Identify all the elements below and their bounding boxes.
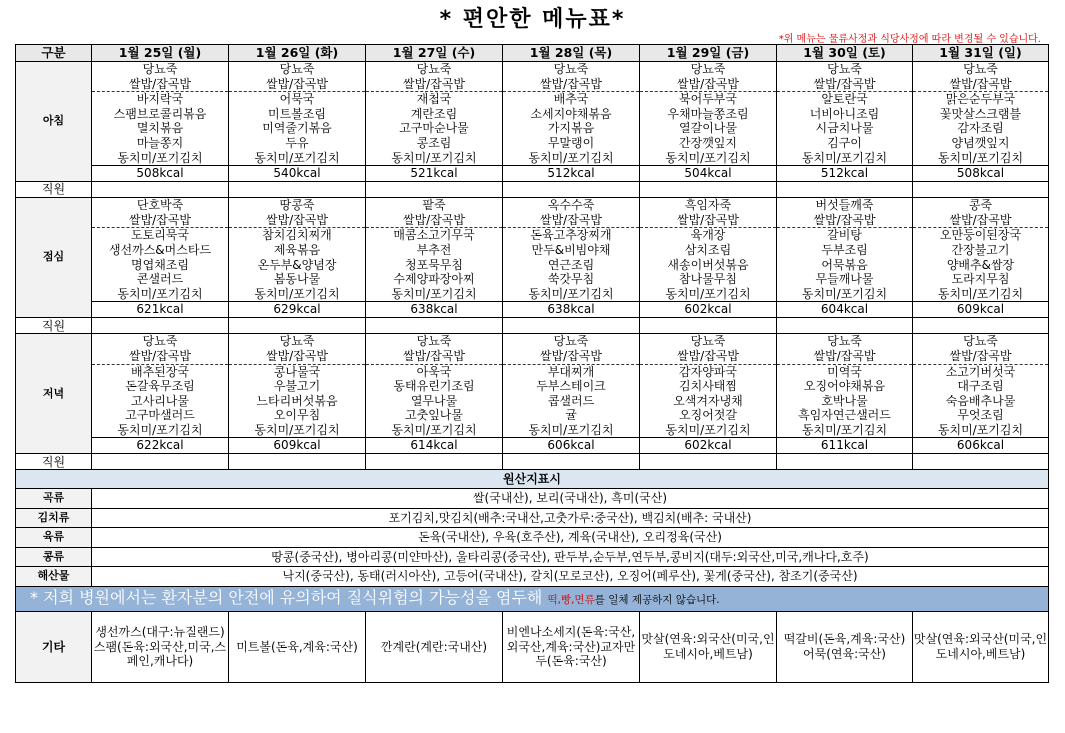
- rice-item: 쌀밥/잡곡밥: [913, 213, 1048, 229]
- porridge-item: 당뇨죽: [416, 62, 452, 76]
- origin-row: [16, 528, 1049, 548]
- dish-item: 미역국: [827, 364, 862, 379]
- origin-row: [16, 508, 1049, 528]
- rice-item: 쌀밥/잡곡밥: [913, 77, 1048, 93]
- rice-item: 쌀밥/잡곡밥: [640, 77, 776, 93]
- dish-item: 두부스테이크: [536, 379, 606, 394]
- porridge-item: 당뇨죽: [142, 62, 178, 76]
- dish-item: 동치미/포기김치: [254, 286, 340, 301]
- staff-cell: [229, 454, 366, 470]
- dish-item: 동치미/포기김치: [254, 150, 340, 165]
- rice-item: 쌀밥/잡곡밥: [503, 77, 639, 93]
- porridge-item: 당뇨죽: [963, 334, 998, 349]
- dish-item: 봄동나물: [273, 272, 321, 287]
- origin-label: 곡류: [16, 489, 92, 509]
- kcal-value: 606kcal: [503, 437, 639, 453]
- rice-item: 쌀밥/잡곡밥: [229, 77, 365, 93]
- dish-item: 참나물무침: [679, 272, 737, 287]
- origin-label: 육류: [16, 528, 92, 548]
- staff-cell: [913, 454, 1049, 470]
- dish-item: 느타리버섯볶음: [256, 393, 338, 408]
- origin-text: 돈육(국내산), 우육(호주산), 계육(국내산), 오리정육(국산): [92, 528, 1049, 548]
- menu-cell: [640, 62, 777, 182]
- dish-item: 동치미/포기김치: [937, 286, 1024, 301]
- dish-item: 콘샐러드: [136, 272, 184, 287]
- dish-item: 동치미/포기김치: [665, 286, 751, 301]
- origin-text: 포기김치,맛김치(배추:국내산,고춧가루:중국산), 백김치(배추: 국내산): [92, 508, 1049, 528]
- dish-item: 배추된장국: [131, 364, 189, 379]
- dish-item: 배추국: [553, 92, 589, 107]
- dish-item: 두유: [285, 135, 309, 150]
- rice-item: 쌀밥/잡곡밥: [777, 77, 912, 93]
- rice-item: 쌀밥/잡곡밥: [229, 349, 365, 365]
- header-day: 1월 26일 (화): [229, 45, 366, 62]
- dish-item: 계란조림: [410, 106, 458, 121]
- dish-item: 무엇조림: [957, 408, 1004, 423]
- dish-item: 김구이: [827, 135, 862, 150]
- staff-cell: [777, 182, 913, 198]
- dish-item: 소고기버섯국: [945, 364, 1016, 379]
- dish-item: 부대찌개: [547, 364, 595, 379]
- rice-item: 쌀밥/잡곡밥: [366, 349, 502, 365]
- rice-item: 쌀밥/잡곡밥: [777, 213, 912, 229]
- banner-red-text: 떡,빵,면류: [547, 593, 595, 606]
- porridge-item: 당뇨죽: [553, 334, 589, 349]
- dish-item: 온두부&양념장: [257, 257, 337, 272]
- dish-item: 열갈이나물: [679, 121, 737, 136]
- dish-item: 양배추&쌈장: [946, 257, 1015, 272]
- meal-row-lunch: [16, 198, 1049, 318]
- dish-item: 알토란국: [821, 92, 868, 107]
- kcal-value: 622kcal: [92, 437, 228, 453]
- dish-item: 고구마순나물: [399, 121, 469, 136]
- kcal-value: 621kcal: [92, 301, 228, 317]
- menu-cell: [777, 334, 913, 454]
- dish-item: 오징어야채볶음: [803, 379, 886, 394]
- origin-text: 낙지(중국산), 동태(러시아산), 고등어(국내산), 갈치(모로코산), 오징어(페루산), 꽃게(중국산), 참조기(중국산): [92, 567, 1049, 587]
- kcal-value: 606kcal: [913, 437, 1048, 453]
- dish-item: 귤: [565, 408, 577, 423]
- kcal-value: 602kcal: [640, 437, 776, 453]
- menu-cell: [640, 334, 777, 454]
- dish-item: 동치미/포기김치: [801, 286, 888, 301]
- kcal-value: 540kcal: [229, 165, 365, 181]
- dish-item: 시금치나물: [815, 121, 874, 136]
- staff-row: [16, 182, 1049, 198]
- staff-cell: [503, 318, 640, 334]
- rice-item: 쌀밥/잡곡밥: [777, 349, 912, 365]
- porridge-item: 당뇨죽: [827, 62, 862, 76]
- staff-label: 직원: [16, 182, 92, 198]
- porridge-item: 당뇨죽: [279, 62, 315, 76]
- dish-item: 동치미/포기김치: [801, 422, 888, 437]
- dish-item: 청포묵무침: [405, 257, 463, 272]
- staff-cell: [366, 454, 503, 470]
- dish-item: 호박나물: [821, 393, 868, 408]
- menu-cell: [777, 198, 913, 318]
- kcal-value: 629kcal: [229, 301, 365, 317]
- staff-cell: [640, 454, 777, 470]
- rice-item: 쌀밥/잡곡밥: [92, 349, 228, 365]
- dish-item: 동치미/포기김치: [937, 150, 1024, 165]
- header-day: 1월 27일 (수): [366, 45, 503, 62]
- dish-item: 만두&비빔야채: [531, 242, 611, 257]
- dish-item: 동치미/포기김치: [117, 150, 203, 165]
- staff-cell: [913, 182, 1049, 198]
- dish-item: 재첩국: [416, 92, 452, 107]
- staff-row: [16, 454, 1049, 470]
- etc-cell: 생선까스(대구:뉴질랜드) 스팸(돈육:외국산,미국,스페인,캐나다): [92, 611, 229, 682]
- banner-main-text: * 저희 병원에서는 환자분의 안전에 유의하여 질식위험의 가능성을 염두해: [30, 587, 543, 607]
- staff-cell: [640, 318, 777, 334]
- staff-cell: [366, 318, 503, 334]
- rice-item: 쌀밥/잡곡밥: [640, 349, 776, 365]
- kcal-value: 611kcal: [777, 437, 912, 453]
- dish-item: 마늘쫑지: [136, 135, 184, 150]
- header-day: 1월 25일 (월): [92, 45, 229, 62]
- dish-item: 육개장: [690, 228, 726, 243]
- staff-cell: [92, 454, 229, 470]
- dish-item: 우불고기: [273, 379, 321, 394]
- dish-item: 삼치조림: [684, 242, 732, 257]
- kcal-value: 508kcal: [92, 165, 228, 181]
- dish-item: 동치미/포기김치: [937, 422, 1024, 437]
- dish-item: 대구조림: [957, 379, 1004, 394]
- rice-item: 쌀밥/잡곡밥: [640, 213, 776, 229]
- dish-item: 고춧잎나물: [405, 408, 463, 423]
- kcal-value: 521kcal: [366, 165, 502, 181]
- dish-item: 콩나물국: [273, 364, 321, 379]
- dish-item: 동치미/포기김치: [117, 286, 203, 301]
- origin-label: 해산물: [16, 567, 92, 587]
- menu-cell: [366, 198, 503, 318]
- rice-item: 쌀밥/잡곡밥: [229, 213, 365, 229]
- dish-item: 오만둥이된장국: [939, 228, 1022, 243]
- dish-item: 동치미/포기김치: [528, 286, 614, 301]
- header-day: 1월 30일 (토): [777, 45, 913, 62]
- porridge-item: 당뇨죽: [690, 62, 726, 76]
- meal-row-breakfast: [16, 62, 1049, 182]
- dish-item: 소세지야채볶음: [530, 106, 612, 121]
- etc-cell: 떡갈비(돈육,계육:국산) 어묵(연육:국산): [777, 611, 913, 682]
- dish-item: 북어두부국: [679, 92, 737, 107]
- dish-item: 간장불고기: [951, 242, 1010, 257]
- porridge-item: 땅콩죽: [279, 198, 315, 213]
- staff-cell: [503, 182, 640, 198]
- meal-label: 아침: [16, 62, 92, 182]
- etc-cell: 미트볼(돈육,계육:국산): [229, 611, 366, 682]
- dish-item: 돈갈육무조림: [125, 379, 195, 394]
- origin-row: [16, 567, 1049, 587]
- change-notice: *위 메뉴는 물류사정과 식당사정에 따라 변경될 수 있습니다.: [778, 34, 1041, 45]
- dish-item: 동치미/포기김치: [801, 150, 888, 165]
- kcal-value: 609kcal: [229, 437, 365, 453]
- rice-item: 쌀밥/잡곡밥: [503, 349, 639, 365]
- rice-item: 쌀밥/잡곡밥: [503, 213, 639, 229]
- dish-item: 동치미/포기김치: [528, 150, 614, 165]
- porridge-item: 당뇨죽: [690, 334, 726, 349]
- dish-item: 김치사태찜: [679, 379, 737, 394]
- menu-cell: [229, 62, 366, 182]
- dish-item: 스팸브로콜리볶음: [113, 106, 207, 121]
- kcal-value: 508kcal: [913, 165, 1048, 181]
- porridge-item: 당뇨죽: [827, 334, 862, 349]
- dish-item: 고사리나물: [131, 393, 189, 408]
- meal-label: 점심: [16, 198, 92, 318]
- porridge-item: 팥죽: [422, 198, 446, 213]
- porridge-item: 옥수수죽: [547, 198, 595, 213]
- dish-item: 고구마샐러드: [125, 408, 195, 423]
- menu-cell: [92, 334, 229, 454]
- dish-item: 오색겨자냉채: [673, 393, 743, 408]
- header-row: [16, 45, 1049, 62]
- dish-item: 명엽채조림: [131, 257, 189, 272]
- dish-item: 어묵볶음: [821, 257, 868, 272]
- dish-item: 동태유린기조림: [393, 379, 475, 394]
- dish-item: 너비아니조림: [809, 106, 880, 121]
- kcal-value: 602kcal: [640, 301, 776, 317]
- dish-item: 수제양파장아찌: [393, 272, 475, 287]
- dish-item: 미역줄기볶음: [262, 121, 332, 136]
- dish-item: 동치미/포기김치: [391, 150, 477, 165]
- rice-item: 쌀밥/잡곡밥: [92, 213, 228, 229]
- dish-item: 동치미/포기김치: [528, 422, 614, 437]
- dish-item: 꽃맛살스크램블: [939, 106, 1022, 121]
- etc-row: [16, 611, 1049, 682]
- porridge-item: 당뇨죽: [142, 334, 178, 349]
- origin-label: 김치류: [16, 508, 92, 528]
- menu-cell: [92, 62, 229, 182]
- porridge-item: 흑임자죽: [684, 198, 732, 213]
- dish-item: 무들깨나물: [815, 272, 874, 287]
- rice-item: 쌀밥/잡곡밥: [913, 349, 1048, 365]
- menu-cell: [229, 198, 366, 318]
- origin-text: 땅콩(중국산), 병아리콩(미얀마산), 울타리콩(중국산), 판두부,순두부,연두부,콩비지(대두:외국산,미국,캐나다,호주): [92, 547, 1049, 567]
- etc-cell: 맛살(연육:외국산(미국,인도네시아,베트남): [913, 611, 1049, 682]
- staff-cell: [366, 182, 503, 198]
- kcal-value: 512kcal: [777, 165, 912, 181]
- dish-item: 맑은순두부국: [945, 92, 1016, 107]
- porridge-item: 당뇨죽: [416, 334, 452, 349]
- menu-cell: [503, 62, 640, 182]
- header-day: 1월 31일 (일): [913, 45, 1049, 62]
- origin-row: [16, 547, 1049, 567]
- porridge-item: 버섯들깨죽: [815, 198, 874, 213]
- dish-item: 바지락국: [136, 92, 184, 107]
- dish-item: 갈비탕: [827, 228, 862, 243]
- staff-cell: [640, 182, 777, 198]
- staff-cell: [92, 182, 229, 198]
- staff-cell: [777, 454, 913, 470]
- dish-item: 동치미/포기김치: [117, 422, 203, 437]
- meal-row-dinner: [16, 334, 1049, 454]
- origin-heading: 원산지표시: [16, 470, 1049, 489]
- dish-item: 감자양파국: [679, 364, 737, 379]
- dish-item: 두부조림: [821, 242, 868, 257]
- dish-item: 콩조림: [416, 135, 452, 150]
- dish-item: 가지볶음: [547, 121, 595, 136]
- staff-row: [16, 318, 1049, 334]
- dish-item: 도토리묵국: [131, 228, 189, 243]
- dish-item: 연근조림: [547, 257, 595, 272]
- menu-cell: [640, 198, 777, 318]
- etc-cell: 맛살(연육:외국산(미국,인도네시아,베트남): [640, 611, 777, 682]
- kcal-value: 512kcal: [503, 165, 639, 181]
- dish-item: 아욱국: [416, 364, 452, 379]
- dish-item: 동치미/포기김치: [391, 422, 477, 437]
- dish-item: 숙음배추나물: [945, 393, 1016, 408]
- porridge-item: 당뇨죽: [279, 334, 315, 349]
- kcal-value: 504kcal: [640, 165, 776, 181]
- menu-cell: [366, 62, 503, 182]
- etc-cell: 깐계란(계란:국내산): [366, 611, 503, 682]
- dish-item: 동치미/포기김치: [665, 422, 751, 437]
- dish-item: 멸치볶음: [136, 121, 184, 136]
- menu-cell: [913, 198, 1049, 318]
- origin-text: 쌀(국내산), 보리(국내산), 흑미(국산): [92, 489, 1049, 509]
- menu-cell: [229, 334, 366, 454]
- kcal-value: 604kcal: [777, 301, 912, 317]
- kcal-value: 609kcal: [913, 301, 1048, 317]
- kcal-value: 614kcal: [366, 437, 502, 453]
- dish-item: 부추전: [416, 242, 452, 257]
- header-category: 구분: [16, 45, 92, 62]
- banner-tail-text: 를 일체 제공하지 않습니다.: [594, 593, 720, 606]
- dish-item: 미트볼조림: [268, 106, 326, 121]
- rice-item: 쌀밥/잡곡밥: [92, 77, 228, 93]
- menu-cell: [913, 334, 1049, 454]
- menu-table: [15, 44, 1049, 683]
- header-day: 1월 29일 (금): [640, 45, 777, 62]
- porridge-item: 콩죽: [968, 198, 993, 213]
- dish-item: 매콤소고기무국: [393, 228, 475, 243]
- dish-item: 간장깻잎지: [679, 135, 737, 150]
- porridge-item: 단호박죽: [136, 198, 184, 213]
- safety-banner: [16, 586, 1049, 611]
- dish-item: 오이무침: [273, 408, 321, 423]
- rice-item: 쌀밥/잡곡밥: [366, 77, 502, 93]
- dish-item: 동치미/포기김치: [254, 422, 340, 437]
- menu-cell: [503, 198, 640, 318]
- dish-item: 동치미/포기김치: [391, 286, 477, 301]
- staff-cell: [503, 454, 640, 470]
- dish-item: 동치미/포기김치: [665, 150, 751, 165]
- dish-item: 돈육고추장찌개: [530, 228, 612, 243]
- staff-cell: [229, 182, 366, 198]
- dish-item: 감자조림: [957, 121, 1004, 136]
- staff-cell: [92, 318, 229, 334]
- rice-item: 쌀밥/잡곡밥: [366, 213, 502, 229]
- dish-item: 열무나물: [410, 393, 458, 408]
- dish-item: 우채마늘쫑조림: [667, 106, 749, 121]
- dish-item: 오징어젓갈: [679, 408, 737, 423]
- menu-cell: [777, 62, 913, 182]
- dish-item: 흑임자연근샐러드: [798, 408, 891, 423]
- origin-row: [16, 489, 1049, 509]
- dish-item: 참치김치찌개: [262, 228, 332, 243]
- etc-label: 기타: [16, 611, 92, 682]
- menu-cell: [913, 62, 1049, 182]
- porridge-item: 당뇨죽: [553, 62, 589, 76]
- dish-item: 어묵국: [279, 92, 315, 107]
- dish-item: 양념깻잎지: [951, 135, 1010, 150]
- meal-label: 저녁: [16, 334, 92, 454]
- menu-cell: [503, 334, 640, 454]
- staff-label: 직원: [16, 454, 92, 470]
- staff-cell: [777, 318, 913, 334]
- kcal-value: 638kcal: [503, 301, 639, 317]
- dish-item: 새송이버섯볶음: [667, 257, 749, 272]
- origin-label: 콩류: [16, 547, 92, 567]
- dish-item: 콥샐러드: [547, 393, 595, 408]
- header-day: 1월 28일 (목): [503, 45, 640, 62]
- page-title: * 편안한 메뉴표*: [439, 7, 626, 32]
- dish-item: 도라지무침: [951, 272, 1010, 287]
- kcal-value: 638kcal: [366, 301, 502, 317]
- staff-cell: [913, 318, 1049, 334]
- dish-item: 쑥갓무침: [547, 272, 595, 287]
- etc-cell: 비엔나소세지(돈육:국산,외국산,계육:국산)교자만두(돈육:국산): [503, 611, 640, 682]
- menu-cell: [92, 198, 229, 318]
- dish-item: 제육볶음: [273, 242, 321, 257]
- dish-item: 무말랭이: [547, 135, 595, 150]
- menu-cell: [366, 334, 503, 454]
- staff-cell: [229, 318, 366, 334]
- porridge-item: 당뇨죽: [963, 62, 998, 76]
- staff-label: 직원: [16, 318, 92, 334]
- dish-item: 생선까스&머스타드: [108, 242, 212, 257]
